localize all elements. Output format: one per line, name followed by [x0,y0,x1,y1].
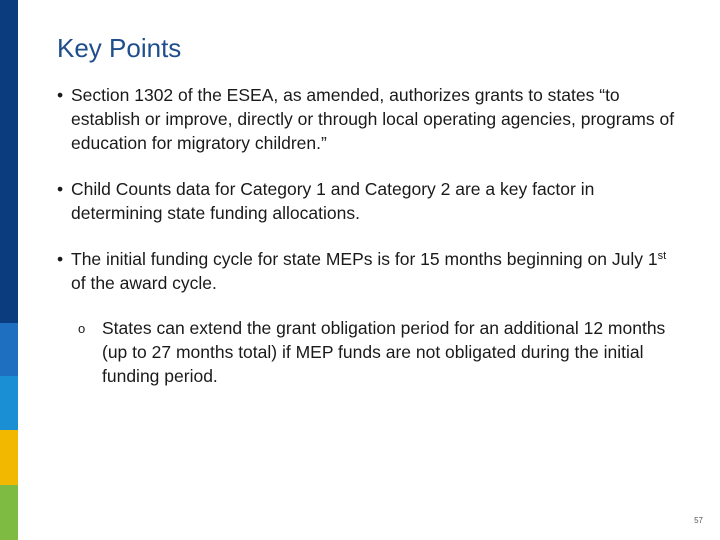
bullet-text [71,249,666,293]
accent-segment-navy [0,0,18,323]
accent-segment-blue [0,323,18,376]
accent-segment-green [0,485,18,540]
bullet-marker: • [57,249,64,269]
left-accent-bar [0,0,18,540]
bullet-text-end: of the award cycle. [71,273,217,293]
bullet-item [57,83,677,155]
ordinal-superscript: st [657,250,667,262]
bullet-marker: • [57,179,64,199]
sub-bullet-marker: o [78,321,86,336]
page-number: 57 [694,516,703,525]
sub-bullet-text: States can extend the grant obligation period for an additional 12 months (up to 27 months total) if MEP funds are not obligated during the initial funding period. [102,318,666,386]
bullet-item [57,177,677,225]
bullet-text: Section 1302 of the ESEA, as amended, authorizes grants to states “to establish or improve, directly or through local operating agencies, programs of education for migratory children.” [71,85,675,153]
bullet-list [57,83,677,388]
bullet-item [57,247,677,295]
accent-segment-yellow [0,430,18,485]
bullet-marker: • [57,85,64,105]
bullet-text-start: The initial funding cycle for state MEPs is for 15 months beginning on July 1 [71,249,658,269]
sub-bullet-item [54,316,677,388]
bullet-text: Child Counts data for Category 1 and Category 2 are a key factor in determining state funding allocations. [71,179,595,223]
accent-segment-cyan [0,376,18,430]
slide-title: Key Points [57,33,182,63]
